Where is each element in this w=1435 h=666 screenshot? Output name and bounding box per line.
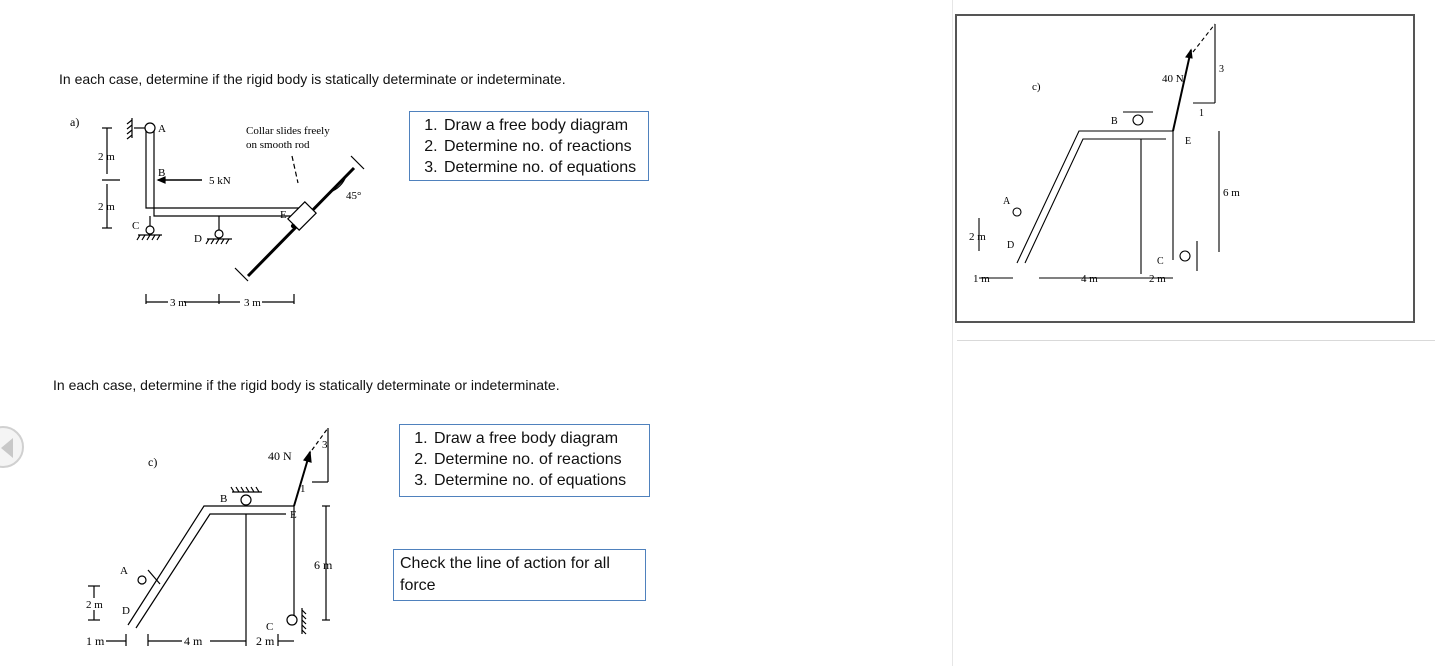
point-a-label: A <box>120 565 128 577</box>
dim-1m-label-thumb: 1 m <box>973 273 990 285</box>
point-d-label-thumb: D <box>1007 240 1015 251</box>
point-b-label-thumb: B <box>1111 116 1118 127</box>
point-b-label: B <box>220 493 228 505</box>
force-5kn-label: 5 kN <box>209 175 231 187</box>
figure-c-part-label-thumb: c) <box>1032 81 1041 93</box>
step-item: 2. Determine no. of reactions <box>432 449 643 470</box>
slope-run-label: 1 <box>300 483 306 495</box>
point-e-label-thumb: E <box>1185 136 1192 147</box>
point-a-label-thumb: A <box>1003 196 1011 207</box>
point-e-label: E <box>280 209 287 221</box>
figure-c-diagram <box>78 420 378 655</box>
steps-box-middle <box>399 424 650 497</box>
step-item: 1. Draw a free body diagram <box>442 115 642 136</box>
dim-2m-left-label-thumb: 2 m <box>969 231 986 243</box>
point-d-label: D <box>122 605 130 617</box>
figure-a-diagram <box>62 108 402 313</box>
figure-c-thumbnail[interactable] <box>955 14 1415 323</box>
dim-3m-left: 3 m <box>170 297 187 309</box>
previous-slide-button[interactable] <box>0 426 24 468</box>
step-item: 1. Draw a free body diagram <box>432 428 643 449</box>
slope-rise-label: 3 <box>322 439 328 451</box>
point-c-label: C <box>266 621 274 633</box>
step-item: 3. Determine no. of equations <box>432 470 643 491</box>
dim-2m-bottom: 2 m <box>98 201 115 213</box>
step-item: 2. Determine no. of reactions <box>442 136 642 157</box>
left-arrow-icon <box>1 438 13 458</box>
point-d-label: D <box>194 233 202 245</box>
dim-1m-label: 1 m <box>86 634 105 648</box>
line-of-action-note: Check the line of action for all force <box>393 549 646 601</box>
panel-divider <box>952 0 953 666</box>
dim-3m-right: 3 m <box>244 297 261 309</box>
collar-label-line1: Collar slides freely <box>246 125 330 137</box>
figure-a-part-label: a) <box>70 115 80 129</box>
thumbnail-divider <box>957 340 1435 341</box>
dim-4m-label-thumb: 4 m <box>1081 273 1098 285</box>
problem-prompt-top: In each case, determine if the rigid body is statically determinate or indeterminate. <box>59 71 566 87</box>
dim-4m-label: 4 m <box>184 634 203 648</box>
angle-label: 45° <box>346 190 362 202</box>
step-item: 3. Determine no. of equations <box>442 157 642 178</box>
slope-rise-label-thumb: 3 <box>1219 64 1224 75</box>
dim-6m-label: 6 m <box>314 558 333 572</box>
dim-2m-left-label: 2 m <box>86 599 103 611</box>
dim-2m-bottom-label-thumb: 2 m <box>1149 273 1166 285</box>
point-c-label-thumb: C <box>1157 256 1164 267</box>
dim-2m-bottom-label: 2 m <box>256 634 275 648</box>
point-c-label: C <box>132 220 140 232</box>
point-a-label: A <box>158 123 166 135</box>
figure-c-thumbnail-diagram <box>957 16 1413 321</box>
force-40n-label-thumb: 40 N <box>1162 73 1184 85</box>
slope-run-label-thumb: 1 <box>1199 108 1204 119</box>
point-e-label: E <box>290 509 297 521</box>
steps-box-top <box>409 111 649 181</box>
force-40n-label: 40 N <box>268 449 292 463</box>
figure-c-part-label: c) <box>148 455 158 469</box>
problem-prompt-middle: In each case, determine if the rigid body is statically determinate or indeterminate. <box>53 377 560 393</box>
dim-2m-top: 2 m <box>98 151 115 163</box>
collar-label-line2: on smooth rod <box>246 139 310 151</box>
dim-6m-label-thumb: 6 m <box>1223 187 1240 199</box>
point-b-label: B <box>158 167 166 179</box>
